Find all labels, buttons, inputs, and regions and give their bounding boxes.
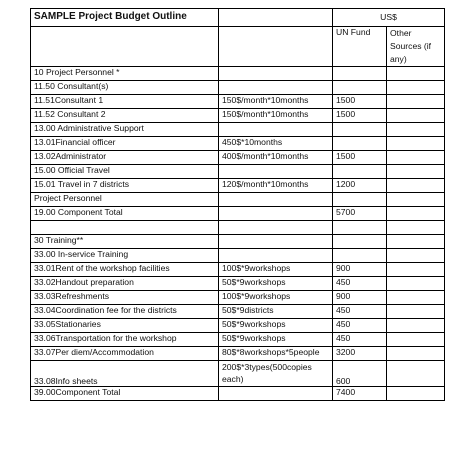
- item-cell: 39.00Component Total: [31, 387, 219, 401]
- calculation-cell: [219, 387, 333, 401]
- item-cell: 33.02Handout preparation: [31, 277, 219, 291]
- table-row: [31, 235, 445, 249]
- calculation-cell: 200$*3types(500copies each): [219, 361, 333, 387]
- other-sources-cell: [387, 221, 445, 235]
- calculation-cell: 80$*8workshops*5people: [219, 347, 333, 361]
- other-sources-cell: [387, 291, 445, 305]
- calculation-cell: 100$*9workshops: [219, 263, 333, 277]
- table-row: [31, 361, 445, 387]
- table-row: [31, 179, 445, 193]
- table-row: [31, 305, 445, 319]
- item-cell: 33.00 In-service Training: [31, 249, 219, 263]
- other-sources-cell: [387, 81, 445, 95]
- table-row: [31, 387, 445, 401]
- other-sources-cell: [387, 361, 445, 387]
- calculation-cell: [219, 165, 333, 179]
- item-cell: 30 Training**: [31, 235, 219, 249]
- un-fund-cell: 900: [333, 291, 387, 305]
- table-row: [31, 165, 445, 179]
- un-fund-cell: 450: [333, 305, 387, 319]
- item-cell: 33.07Per diem/Accommodation: [31, 347, 219, 361]
- other-sources-cell: [387, 137, 445, 151]
- other-sources-header: Other Sources (if any): [387, 27, 445, 67]
- calculation-cell: 120$/month*10months: [219, 179, 333, 193]
- calculation-cell: [219, 67, 333, 81]
- calculation-cell: [219, 221, 333, 235]
- other-sources-cell: [387, 67, 445, 81]
- un-fund-cell: [333, 165, 387, 179]
- calculation-cell: [219, 81, 333, 95]
- budget-table: [30, 8, 445, 401]
- calculation-cell: 450$*10months: [219, 137, 333, 151]
- table-row: [31, 249, 445, 263]
- item-cell: Project Personnel: [31, 193, 219, 207]
- un-fund-cell: [333, 137, 387, 151]
- other-sources-cell: [387, 109, 445, 123]
- header-blank: [219, 27, 333, 67]
- table-row: [31, 137, 445, 151]
- un-fund-cell: 600: [333, 361, 387, 387]
- calculation-cell: [219, 123, 333, 137]
- un-fund-cell: [333, 67, 387, 81]
- table-row: [31, 347, 445, 361]
- other-sources-cell: [387, 333, 445, 347]
- other-sources-cell: [387, 277, 445, 291]
- un-fund-cell: [333, 123, 387, 137]
- other-sources-cell: [387, 95, 445, 109]
- calculation-cell: [219, 249, 333, 263]
- item-cell: [31, 221, 219, 235]
- item-cell: 10 Project Personnel *: [31, 67, 219, 81]
- item-cell: 19.00 Component Total: [31, 207, 219, 221]
- item-cell: 33.04Coordination fee for the districts: [31, 305, 219, 319]
- other-sources-cell: [387, 207, 445, 221]
- calculation-cell: 50$*9districts: [219, 305, 333, 319]
- un-fund-cell: [333, 249, 387, 263]
- item-cell: 13.01Financial officer: [31, 137, 219, 151]
- other-sources-cell: [387, 193, 445, 207]
- item-cell: 15.01 Travel in 7 districts: [31, 179, 219, 193]
- calculation-cell: 50$*9workshops: [219, 333, 333, 347]
- un-fund-cell: 1500: [333, 109, 387, 123]
- calculation-cell: 150$/month*10months: [219, 95, 333, 109]
- table-row: [31, 109, 445, 123]
- un-fund-cell: [333, 193, 387, 207]
- item-cell: 13.00 Administrative Support: [31, 123, 219, 137]
- table-row: [31, 263, 445, 277]
- item-cell: 33.08Info sheets: [31, 361, 219, 387]
- other-sources-cell: [387, 249, 445, 263]
- item-cell: 33.05Stationaries: [31, 319, 219, 333]
- calculation-cell: 50$*9workshops: [219, 277, 333, 291]
- un-fund-cell: 900: [333, 263, 387, 277]
- un-fund-cell: 3200: [333, 347, 387, 361]
- table-row: [31, 123, 445, 137]
- other-sources-cell: [387, 305, 445, 319]
- item-cell: 13.02Administrator: [31, 151, 219, 165]
- un-fund-cell: [333, 81, 387, 95]
- item-cell: 33.06Transportation for the workshop: [31, 333, 219, 347]
- table-row: [31, 221, 445, 235]
- table-row: [31, 277, 445, 291]
- other-sources-cell: [387, 123, 445, 137]
- un-fund-cell: 450: [333, 333, 387, 347]
- calculation-cell: [219, 207, 333, 221]
- calculation-cell: 50$*9workshops: [219, 319, 333, 333]
- table-row: [31, 151, 445, 165]
- un-fund-cell: 5700: [333, 207, 387, 221]
- un-fund-cell: 1500: [333, 151, 387, 165]
- un-fund-cell: [333, 221, 387, 235]
- item-cell: 11.52 Consultant 2: [31, 109, 219, 123]
- other-sources-cell: [387, 179, 445, 193]
- table-row: [31, 193, 445, 207]
- un-fund-cell: [333, 235, 387, 249]
- un-fund-header: UN Fund: [333, 27, 387, 67]
- item-cell: 11.50 Consultant(s): [31, 81, 219, 95]
- item-cell: 11.51Consultant 1: [31, 95, 219, 109]
- calculation-cell: [219, 193, 333, 207]
- other-sources-cell: [387, 165, 445, 179]
- currency-header: US$: [333, 9, 445, 27]
- budget-sheet: [30, 8, 444, 401]
- calculation-cell: [219, 235, 333, 249]
- header-blank: [31, 27, 219, 67]
- table-row: [31, 81, 445, 95]
- un-fund-cell: 1500: [333, 95, 387, 109]
- calculation-cell: 100$*9workshops: [219, 291, 333, 305]
- item-cell: 33.03Refreshments: [31, 291, 219, 305]
- other-sources-cell: [387, 235, 445, 249]
- item-cell: 15.00 Official Travel: [31, 165, 219, 179]
- header-blank: [219, 9, 333, 27]
- other-sources-cell: [387, 151, 445, 165]
- table-row: [31, 333, 445, 347]
- calculation-cell: 400$/month*10months: [219, 151, 333, 165]
- other-sources-cell: [387, 263, 445, 277]
- table-row: [31, 319, 445, 333]
- table-row: [31, 67, 445, 81]
- item-cell: 33.01Rent of the workshop facilities: [31, 263, 219, 277]
- table-row: [31, 207, 445, 221]
- table-row: [31, 291, 445, 305]
- table-title: SAMPLE Project Budget Outline: [31, 9, 219, 27]
- un-fund-cell: 1200: [333, 179, 387, 193]
- other-sources-cell: [387, 387, 445, 401]
- other-sources-cell: [387, 319, 445, 333]
- un-fund-cell: 450: [333, 319, 387, 333]
- other-sources-cell: [387, 347, 445, 361]
- un-fund-cell: 450: [333, 277, 387, 291]
- calculation-cell: 150$/month*10months: [219, 109, 333, 123]
- table-row: [31, 95, 445, 109]
- un-fund-cell: 7400: [333, 387, 387, 401]
